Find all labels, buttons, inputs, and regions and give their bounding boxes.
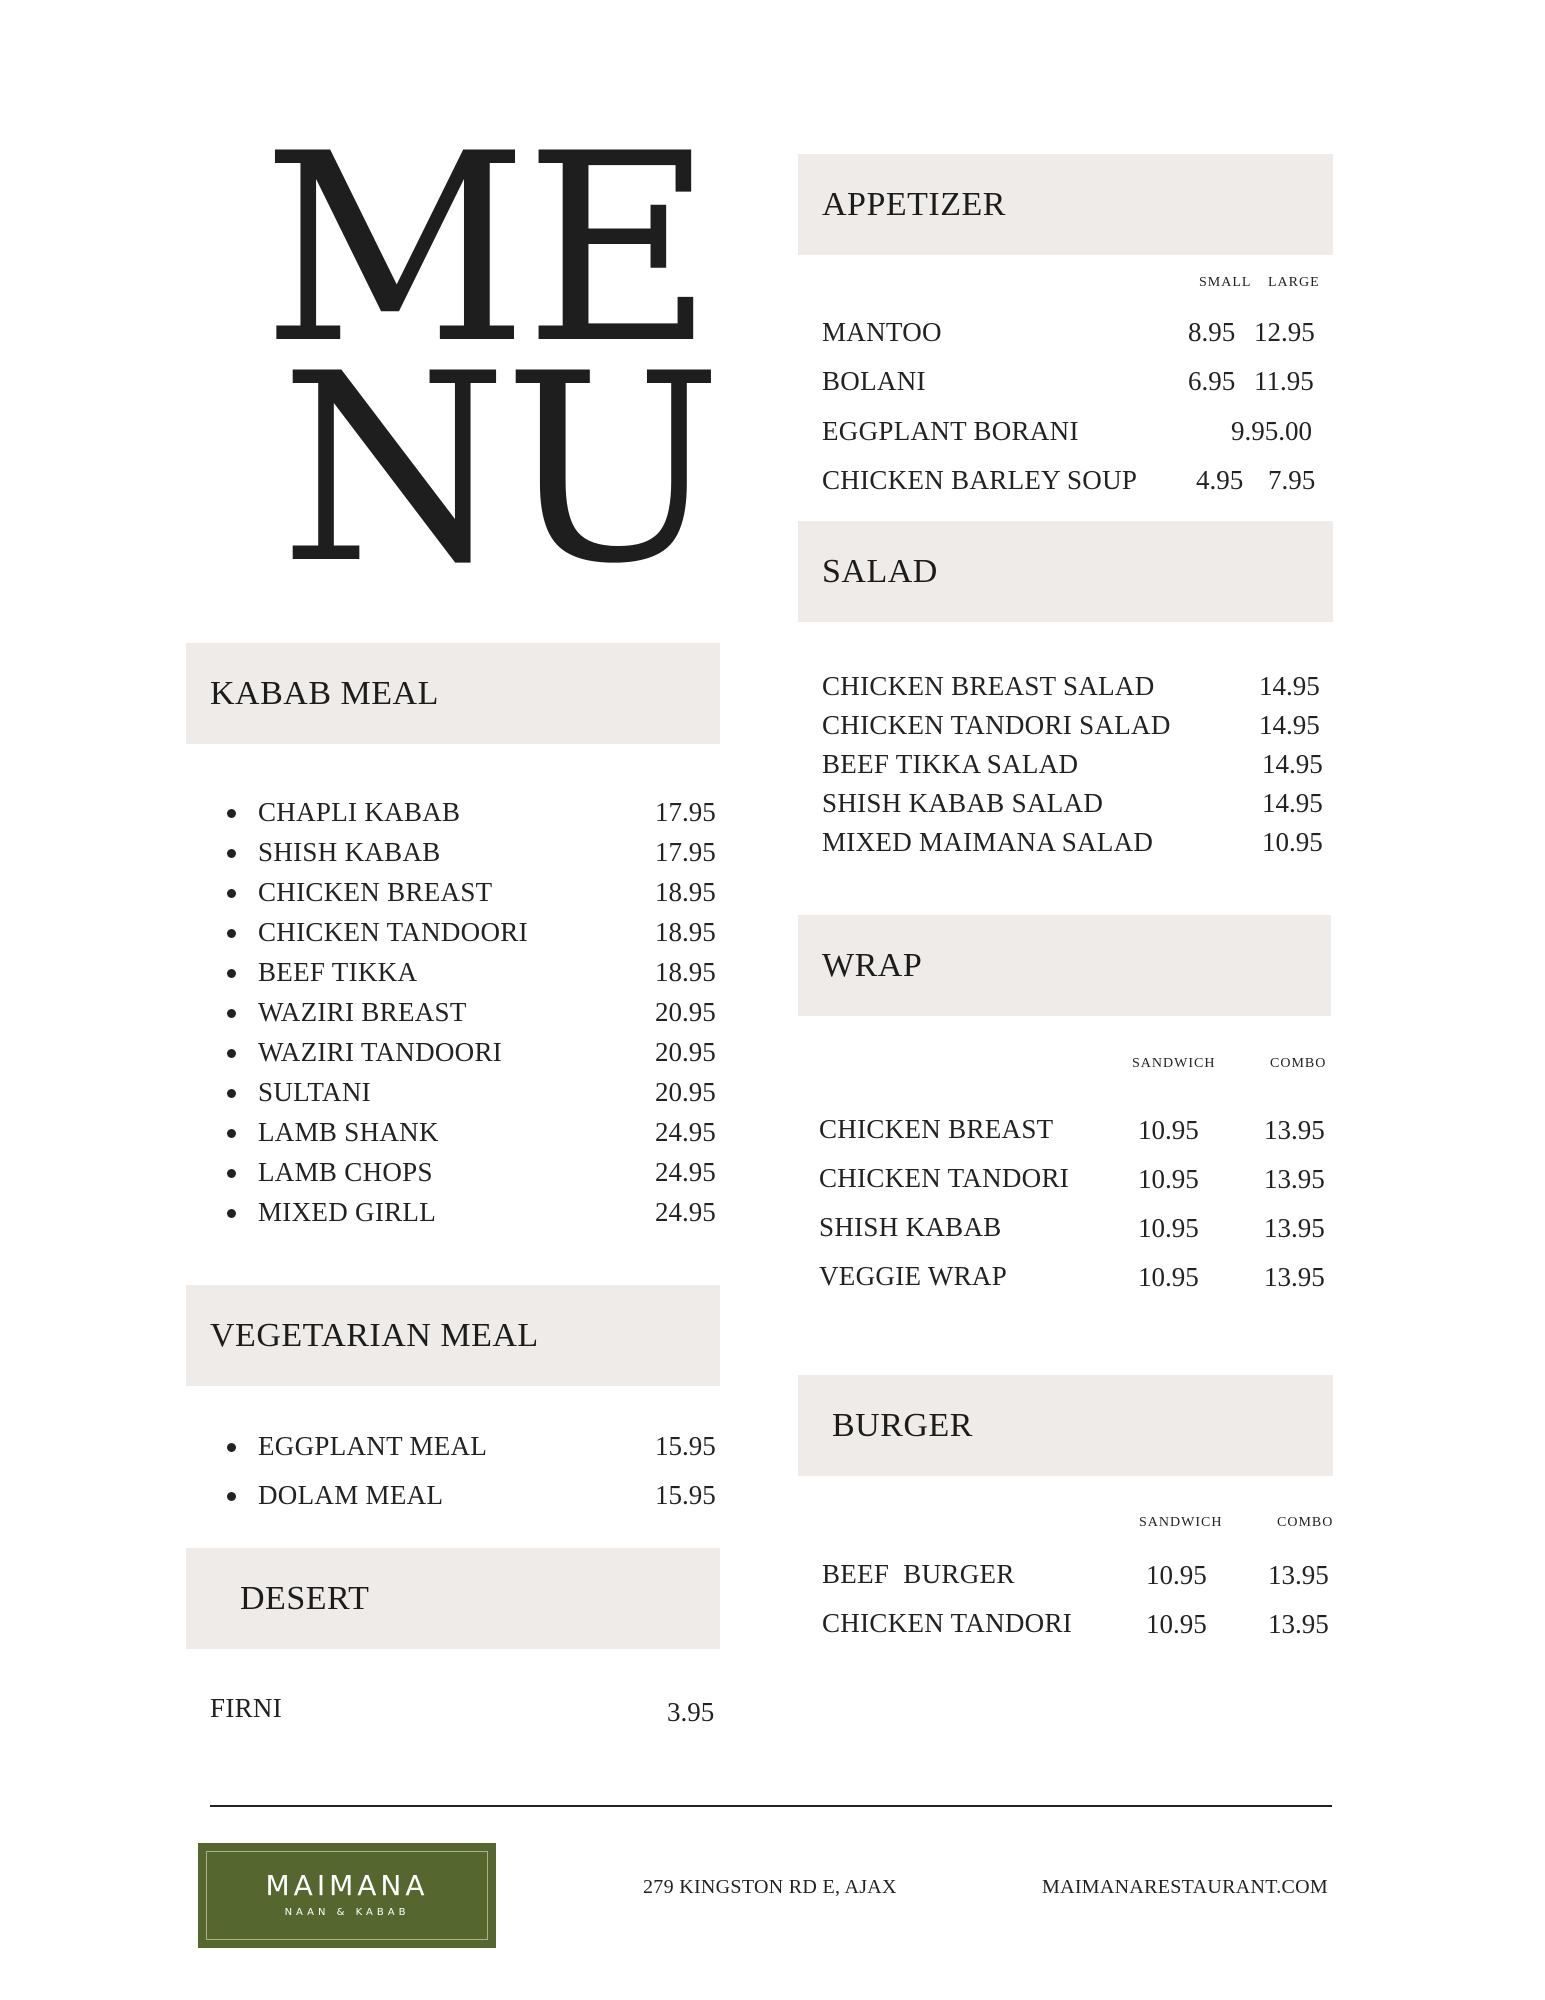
menu-item-price-combo: 13.95 [1264,1213,1325,1243]
menu-item-name: EGGPLANT MEAL [258,1431,488,1461]
menu-item-price: 18.95 [655,957,716,987]
menu-item-price-combo: 13.95 [1264,1115,1325,1145]
menu-item-price: 3.95 [667,1697,715,1727]
footer-address: 279 KINGSTON RD E, AJAX [643,1876,897,1898]
menu-item-price: 9.95.00 [1231,416,1312,446]
menu-title-line1: ME [262,99,711,401]
menu-item-name: SHISH KABAB [258,837,441,867]
menu-item-name: CHICKEN BREAST [819,1114,1054,1144]
menu-item-name: BEEF TIKKA SALAD [822,749,1079,779]
menu-item-price: 18.95 [655,877,716,907]
menu-item-price-sandwich: 10.95 [1146,1560,1207,1590]
menu-item-price: 14.95 [1259,710,1320,740]
menu-item-name: BOLANI [822,366,926,396]
menu-item-price-small: 4.95 [1196,465,1244,495]
menu-item-name: CHICKEN BREAST [258,877,493,907]
menu-item-name: BEEF BURGER [822,1559,1015,1589]
menu-item-name: CHICKEN TANDOORI [258,917,528,947]
desert-title: DESERT [240,1579,370,1617]
burger-header [798,1375,1333,1476]
bullet-icon [227,1089,236,1098]
bullet-icon [227,889,236,898]
menu-item-price: 10.95 [1262,827,1323,857]
menu-item-name: LAMB CHOPS [258,1157,433,1187]
menu-item-price-small: 6.95 [1188,366,1236,396]
bullet-icon [227,849,236,858]
menu-item-name: SHISH KABAB SALAD [822,788,1104,818]
menu-item-price: 15.95 [655,1431,716,1461]
vegetarian-title: VEGETARIAN MEAL [210,1316,539,1354]
menu-item-price: 20.95 [655,997,716,1027]
bullet-icon [227,1492,236,1501]
menu-item-price-small: 8.95 [1188,317,1236,347]
bullet-icon [227,1169,236,1178]
menu-item-price: 18.95 [655,917,716,947]
menu-item-name: DOLAM MEAL [258,1480,444,1510]
menu-item-price: 24.95 [655,1117,716,1147]
wrap-header [798,915,1331,1016]
footer-divider [210,1805,1332,1807]
menu-item-name: VEGGIE WRAP [819,1261,1008,1291]
menu-title-line2: NU [280,319,719,621]
salad-header [798,521,1333,622]
menu-item-price-large: 12.95 [1254,317,1315,347]
menu-item-price: 14.95 [1262,788,1323,818]
footer-website: MAIMANARESTAURANT.COM [1042,1876,1329,1898]
menu-item-price: 14.95 [1259,671,1320,701]
menu-item-price-large: 7.95 [1268,465,1316,495]
bullet-icon [227,1049,236,1058]
wrap-col-combo: COMBO [1270,1056,1327,1071]
menu-item-price-combo: 13.95 [1268,1560,1329,1590]
menu-item-name: CHICKEN BREAST SALAD [822,671,1155,701]
menu-item-name: EGGPLANT BORANI [822,416,1079,446]
bullet-icon [227,969,236,978]
menu-item-price: 15.95 [655,1480,716,1510]
menu-item-price-sandwich: 10.95 [1138,1213,1199,1243]
menu-item-name: CHICKEN TANDORI [819,1163,1070,1193]
menu-item-price-sandwich: 10.95 [1138,1262,1199,1292]
appetizer-title: APPETIZER [822,185,1006,223]
kabab-title: KABAB MEAL [210,674,439,712]
bullet-icon [227,1009,236,1018]
burger-title: BURGER [832,1406,973,1444]
appetizer-col-large: LARGE [1268,275,1320,290]
menu-item-price: 20.95 [655,1077,716,1107]
wrap-title: WRAP [822,946,923,984]
vegetarian-header [186,1285,720,1386]
desert-header [186,1548,720,1649]
burger-col-combo: COMBO [1277,1515,1334,1530]
menu-item-price: 24.95 [655,1197,716,1227]
menu-item-price: 20.95 [655,1037,716,1067]
menu-item-name: FIRNI [210,1693,283,1723]
menu-item-name: MIXED GIRLL [258,1197,437,1227]
menu-item-price-sandwich: 10.95 [1138,1115,1199,1145]
appetizer-col-small: SMALL [1199,275,1252,290]
bullet-icon [227,809,236,818]
menu-item-price: 17.95 [655,797,716,827]
bullet-icon [227,1129,236,1138]
menu-item-name: BEEF TIKKA [258,957,418,987]
menu-item-name: WAZIRI TANDOORI [258,1037,503,1067]
menu-item-name: MANTOO [822,317,942,347]
appetizer-header [798,154,1333,255]
menu-item-name: CHAPLI KABAB [258,797,461,827]
bullet-icon [227,1443,236,1452]
logo-subtitle: NAAN & KABAB [284,1907,410,1918]
burger-col-sandwich: SANDWICH [1139,1515,1223,1530]
menu-item-price: 14.95 [1262,749,1323,779]
menu-item-price-combo: 13.95 [1268,1609,1329,1639]
menu-item-name: CHICKEN BARLEY SOUP [822,465,1138,495]
menu-item-price-combo: 13.95 [1264,1262,1325,1292]
menu-item-name: MIXED MAIMANA SALAD [822,827,1154,857]
bullet-icon [227,1209,236,1218]
menu-item-name: CHICKEN TANDORI [822,1608,1073,1638]
bullet-icon [227,929,236,938]
wrap-col-sandwich: SANDWICH [1132,1056,1216,1071]
menu-item-price-large: 11.95 [1254,366,1314,396]
menu-item-name: SHISH KABAB [819,1212,1002,1242]
menu-item-price-combo: 13.95 [1264,1164,1325,1194]
menu-item-price: 17.95 [655,837,716,867]
kabab-header [186,643,720,744]
logo-name: MAIMANA [265,1869,429,1902]
salad-title: SALAD [822,552,938,590]
menu-item-price: 24.95 [655,1157,716,1187]
menu-item-name: LAMB SHANK [258,1117,439,1147]
menu-item-name: WAZIRI BREAST [258,997,467,1027]
menu-item-price-sandwich: 10.95 [1138,1164,1199,1194]
menu-item-price-sandwich: 10.95 [1146,1609,1207,1639]
menu-item-name: CHICKEN TANDORI SALAD [822,710,1171,740]
menu-item-name: SULTANI [258,1077,371,1107]
maimana-logo [198,1843,496,1948]
